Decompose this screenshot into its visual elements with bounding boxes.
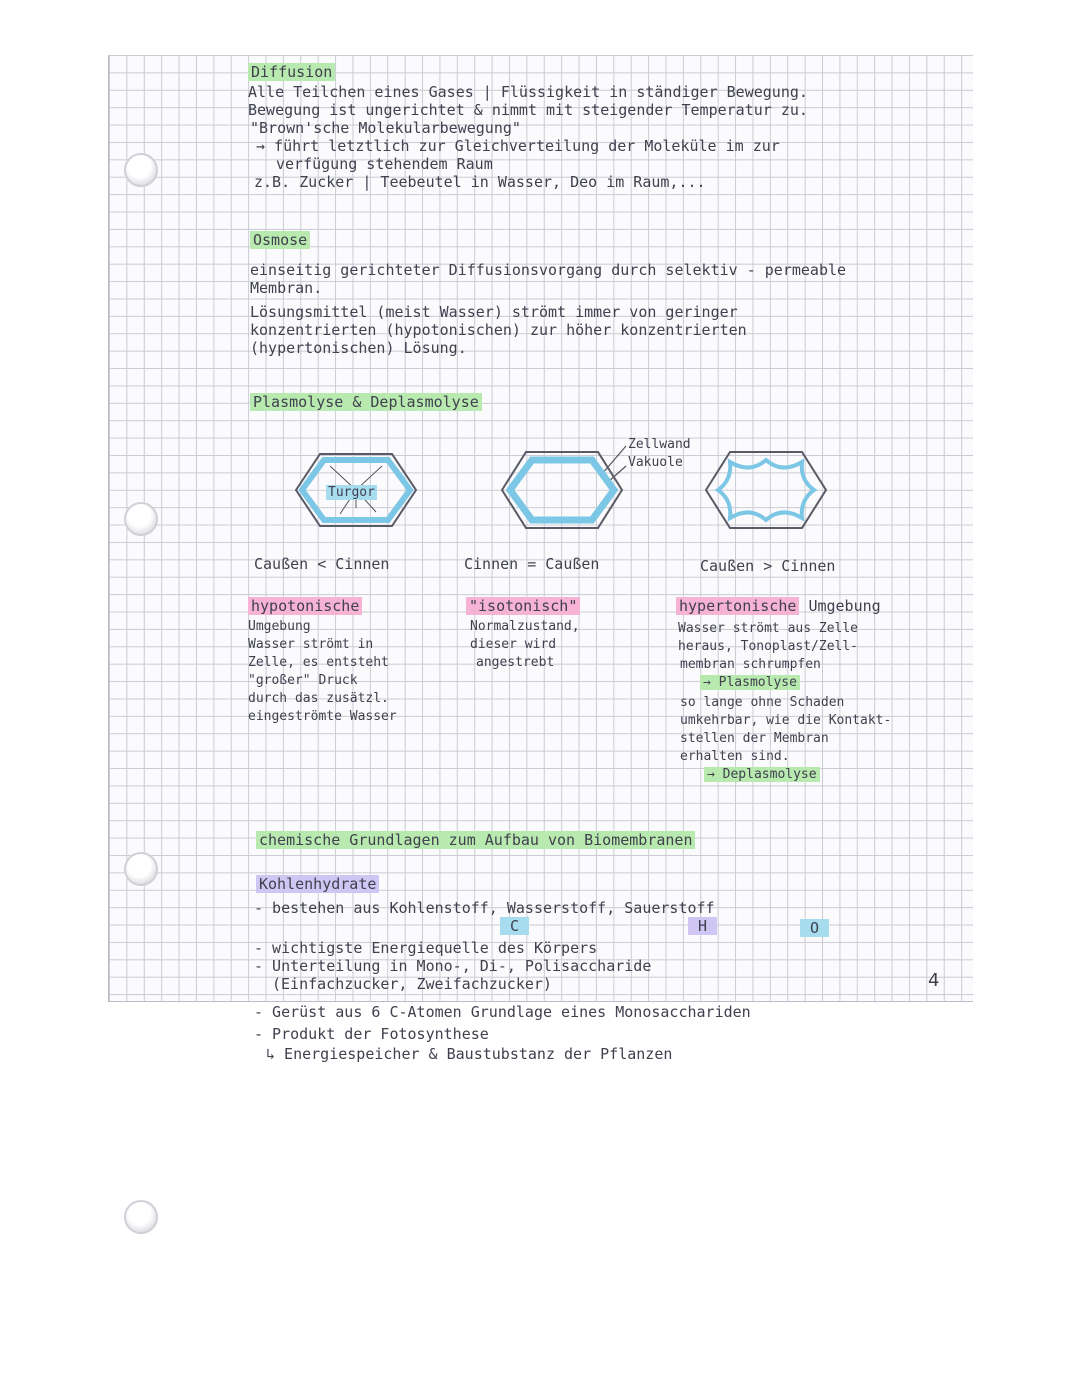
cell-isotonic [502, 452, 622, 528]
col3-line-3: membran schrumpfen [680, 657, 821, 672]
col1-line-2: Wasser strömt in [248, 637, 374, 652]
diffusion-line-2: Bewegung ist ungerichtet & nimmt mit steigender Temperatur zu. [248, 101, 808, 119]
col2-title-text: "isotonisch" [466, 597, 580, 615]
label-zellwand: Zellwand [628, 437, 691, 452]
col2-line-3: angestrebt [476, 655, 555, 670]
diffusion-line-3: "Brown'sche Molekularbewegung" [250, 119, 521, 137]
diffusion-line-5: verfügung stehendem Raum [276, 155, 493, 173]
osmose-line-2: Membran. [250, 279, 323, 297]
col1-line-6: eingeströmte Wasser [248, 709, 397, 724]
element-c-text: C [500, 917, 529, 935]
osmose-line-3: Lösungsmittel (meist Wasser) strömt immer von geringer [250, 303, 738, 321]
diffusion-line-4: → führt letztlich zur Gleichverteilung der Moleküle im zur [256, 137, 780, 155]
element-o-text: O [800, 919, 829, 937]
col1-line-3: Zelle, es entsteht [248, 655, 389, 670]
chemie-line-4: (Einfachzucker, Zweifachzucker) [272, 975, 552, 993]
col2-title [466, 598, 580, 615]
col3-title-text: hypertonische [676, 597, 799, 615]
col3-plasmolyse-text: → Plasmolyse [700, 675, 800, 690]
col2-line-1: Normalzustand, [470, 619, 580, 634]
col1-line-4: "großer" Druck [248, 673, 358, 688]
col3-title [676, 598, 881, 615]
col1-line-1: Umgebung [248, 619, 311, 634]
diffusion-line-6: z.B. Zucker | Teebeutel in Wasser, Deo im Raum,... [254, 173, 706, 191]
chemie-line-7: ↳ Energiespeicher & Baustubstanz der Pflanzen [266, 1045, 673, 1063]
osmose-line-5: (hypertonischen) Lösung. [250, 339, 467, 357]
cell-hypertonic [706, 452, 826, 528]
osmose-heading [250, 232, 310, 249]
diffusion-heading [248, 64, 335, 81]
col2-condition: Cinnen = Caußen [464, 555, 600, 573]
chemie-line-2: - wichtigste Energiequelle des Körpers [254, 939, 598, 957]
col3-line-7: stellen der Membran [680, 731, 829, 746]
col1-title-text: hypotonische [248, 597, 362, 615]
osmose-line-1: einseitig gerichteter Diffusionsvorgang durch selektiv - permeable [250, 261, 847, 279]
element-c [500, 918, 529, 935]
col3-line-8: erhalten sind. [680, 749, 790, 764]
col3-deplasmolyse-text: → Deplasmolyse [704, 767, 820, 782]
page-number: 4 [928, 970, 940, 991]
element-o [800, 920, 829, 937]
chemie-heading [256, 832, 695, 849]
chemie-line-5: - Gerüst aus 6 C-Atomen Grundlage eines Monosacchariden [254, 1003, 751, 1021]
col3-line-9 [704, 766, 820, 783]
osmose-line-4: konzentrierten (hypotonischen) zur höher konzentrierten [250, 321, 747, 339]
element-h-text: H [688, 917, 717, 935]
col3-line-6: umkehrbar, wie die Kontakt- [680, 713, 892, 728]
kohlenhydrate-heading [256, 876, 379, 893]
col3-line-4 [700, 674, 800, 691]
turgor-label-text: Turgor [328, 485, 375, 500]
element-h [688, 918, 717, 935]
col1-title [248, 598, 362, 615]
col3-line-1: Wasser strömt aus Zelle [678, 621, 859, 636]
col3-condition: Caußen > Cinnen [700, 557, 836, 575]
diffusion-heading-text: Diffusion [248, 63, 335, 81]
col2-line-2: dieser wird [470, 637, 557, 652]
chemie-line-3: - Unterteilung in Mono-, Di-, Polisaccharide [254, 957, 652, 975]
col3-title-rest: Umgebung [808, 597, 881, 615]
col1-line-5: durch das zusätzl. [248, 691, 389, 706]
chemie-line-6: - Produkt der Fotosynthese [254, 1025, 489, 1043]
plasmolyse-heading [250, 394, 482, 411]
plasmolyse-heading-text: Plasmolyse & Deplasmolyse [250, 393, 482, 411]
kohlenhydrate-heading-text: Kohlenhydrate [256, 875, 379, 893]
osmose-heading-text: Osmose [250, 231, 310, 249]
col3-line-2: heraus, Tonoplast/Zell- [678, 639, 859, 654]
chemie-line-1: - bestehen aus Kohlenstoff, Wasserstoff, Sauerstoff [254, 899, 715, 917]
col3-line-5: so lange ohne Schaden [680, 695, 845, 710]
turgor-label [326, 484, 377, 501]
diffusion-line-1: Alle Teilchen eines Gases | Flüssigkeit in ständiger Bewegung. [248, 83, 808, 101]
col1-condition: Caußen < Cinnen [254, 555, 390, 573]
label-vakuole: Vakuole [628, 455, 683, 470]
chemie-heading-text: chemische Grundlagen zum Aufbau von Biomembranen [256, 831, 695, 849]
